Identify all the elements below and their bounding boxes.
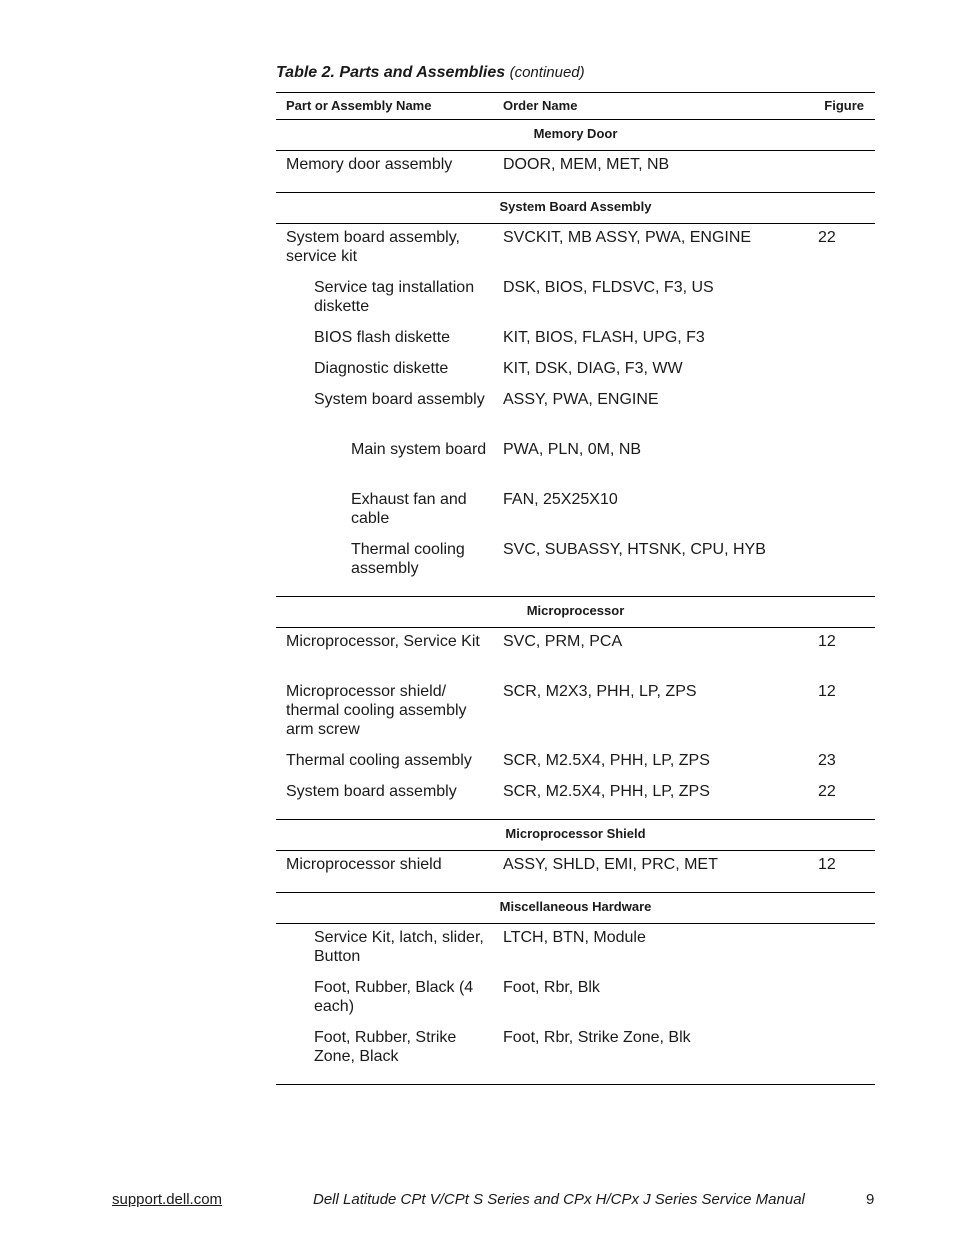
manual-title: Dell Latitude CPt V/CPt S Series and CPx H/CPx J Series Service Manual (313, 1191, 805, 1208)
order-name-cell: ASSY, PWA, ENGINE (503, 391, 659, 408)
order-name-cell: SCR, M2X3, PHH, LP, ZPS (503, 683, 697, 700)
order-name-cell: Foot, Rbr, Blk (503, 979, 600, 996)
part-name-cell: Service Kit, latch, slider, Button (314, 929, 484, 965)
order-name-cell: FAN, 25X25X10 (503, 491, 618, 508)
header-figure: Figure (824, 98, 864, 113)
figure-cell: 22 (818, 229, 836, 246)
part-name-cell: Thermal cooling assembly (286, 752, 472, 769)
order-name-cell: DOOR, MEM, MET, NB (503, 156, 670, 173)
table-row (276, 632, 875, 682)
section-rows (276, 224, 875, 597)
table-row (276, 390, 875, 440)
order-name-cell: SVC, PRM, PCA (503, 633, 623, 650)
table-row (276, 928, 875, 978)
part-name-cell: Main system board (351, 441, 487, 458)
order-name-cell: Foot, Rbr, Strike Zone, Blk (503, 1029, 691, 1046)
figure-cell: 12 (818, 633, 836, 650)
order-name-cell: PWA, PLN, 0M, NB (503, 441, 642, 458)
part-name-cell: Microprocessor, Service Kit (286, 633, 480, 650)
table-title: Table 2. Parts and Assemblies (276, 64, 506, 81)
table-body (276, 120, 875, 1085)
table-row (276, 540, 875, 590)
section-rows (276, 851, 875, 893)
table-row (276, 682, 875, 751)
part-name-cell: Exhaust fan and cable (351, 491, 467, 527)
section-header: Miscellaneous Hardware (276, 893, 875, 924)
order-name-cell: SVC, SUBASSY, HTSNK, CPU, HYB (503, 541, 766, 558)
part-name-cell: Foot, Rubber, Black (4 each) (314, 979, 474, 1015)
part-name-cell: Microprocessor shield (286, 856, 442, 873)
section-rows (276, 628, 875, 820)
table-row (276, 155, 875, 186)
part-name-cell: Microprocessor shield/ thermal cooling assembly arm screw (286, 683, 467, 738)
table-row (276, 490, 875, 540)
order-name-cell: SVCKIT, MB ASSY, PWA, ENGINE (503, 229, 752, 246)
order-name-cell: SCR, M2.5X4, PHH, LP, ZPS (503, 783, 710, 800)
table-row (276, 278, 875, 328)
section-header: Memory Door (276, 120, 875, 151)
support-link[interactable]: support.dell.com (112, 1191, 223, 1208)
figure-cell: 22 (818, 783, 836, 800)
order-name-cell: KIT, BIOS, FLASH, UPG, F3 (503, 329, 705, 346)
header-order-name: Order Name (503, 98, 578, 113)
table-row (276, 782, 875, 813)
table-row (276, 978, 875, 1028)
table-row (276, 328, 875, 359)
order-name-cell: KIT, DSK, DIAG, F3, WW (503, 360, 683, 377)
order-name-cell: DSK, BIOS, FLDSVC, F3, US (503, 279, 714, 296)
section-header: Microprocessor (276, 597, 875, 628)
part-name-cell: Foot, Rubber, Strike Zone, Black (314, 1029, 457, 1065)
header-part-name: Part or Assembly Name (286, 98, 432, 113)
figure-cell: 23 (818, 752, 836, 769)
parts-table (276, 92, 875, 1085)
table-header-row (276, 92, 875, 120)
table-row (276, 855, 875, 886)
figure-cell: 12 (818, 856, 836, 873)
order-name-cell: SCR, M2.5X4, PHH, LP, ZPS (503, 752, 710, 769)
section-header: System Board Assembly (276, 193, 875, 224)
section-rows (276, 151, 875, 193)
page-number: 9 (866, 1191, 875, 1208)
section-rows (276, 924, 875, 1085)
table-row (276, 440, 875, 490)
part-name-cell: Service tag installation diskette (314, 279, 475, 315)
figure-cell: 12 (818, 683, 836, 700)
table-row (276, 751, 875, 782)
section-header: Microprocessor Shield (276, 820, 875, 851)
part-name-cell: Thermal cooling assembly (351, 541, 465, 577)
order-name-cell: LTCH, BTN, Module (503, 929, 646, 946)
table-row (276, 228, 875, 278)
order-name-cell: ASSY, SHLD, EMI, PRC, MET (503, 856, 718, 873)
part-name-cell: Memory door assembly (286, 156, 453, 173)
table-continued-note: (continued) (509, 64, 585, 81)
part-name-cell: System board assembly, service kit (286, 229, 460, 265)
table-caption (276, 64, 585, 82)
part-name-cell: System board assembly (314, 391, 485, 408)
part-name-cell: Diagnostic diskette (314, 360, 449, 377)
table-row (276, 1028, 875, 1078)
part-name-cell: BIOS flash diskette (314, 329, 451, 346)
part-name-cell: System board assembly (286, 783, 457, 800)
table-row (276, 359, 875, 390)
